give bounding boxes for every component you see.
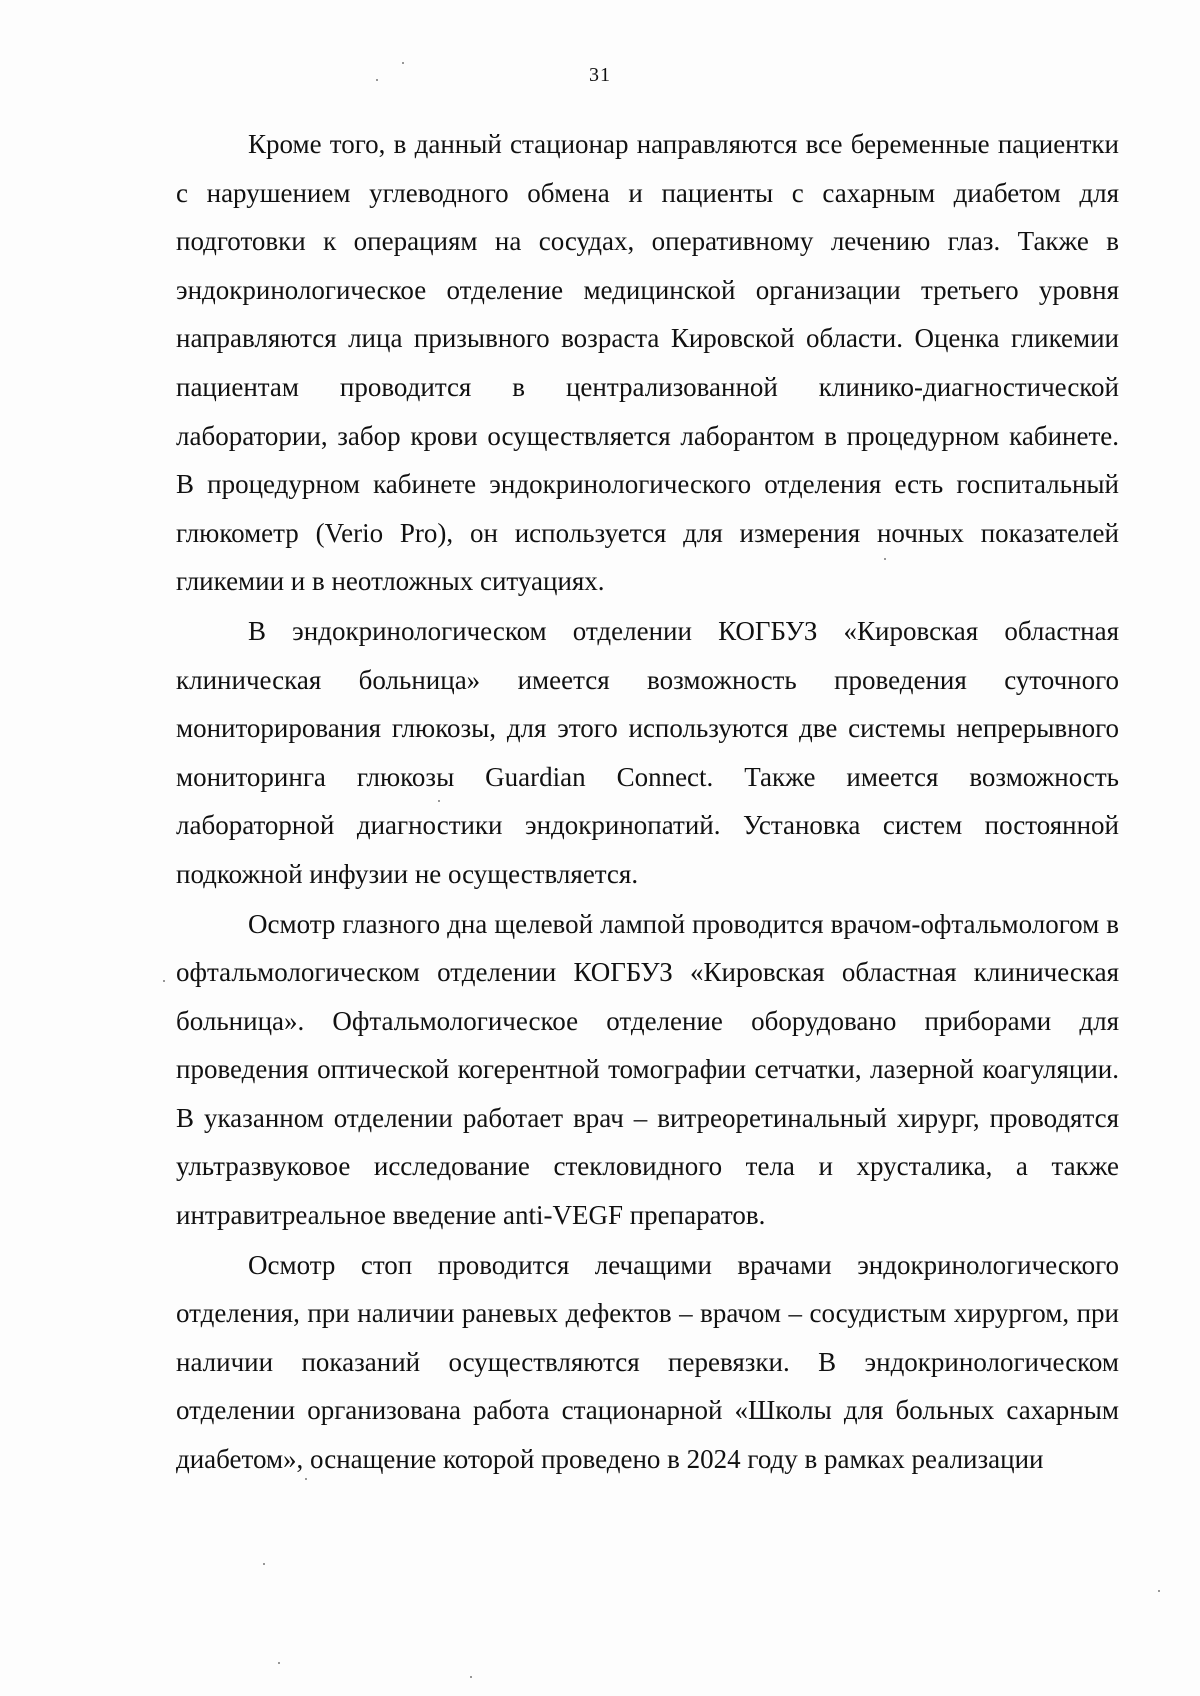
page-number: 31 <box>589 64 611 86</box>
scan-speck <box>438 800 440 802</box>
scan-speck <box>470 1676 472 1678</box>
scan-speck <box>163 980 165 982</box>
scan-speck <box>1158 1590 1160 1592</box>
scan-speck <box>376 79 378 81</box>
body-text <box>176 120 1119 1484</box>
paragraph-hospital-routing: Кроме того, в данный стационар направляются все беременные пациентки с нарушением углеводного обмена и пациенты с сахарным диабетом для подготовки к операциям на сосудах, оперативному лечению глаз. Также в эндокринологическое отделение медицинской организации третьего уровня направляются лица призывного возраста Кировской области. Оценка гликемии пациентам проводится в централизованной клинико-диагностической лаборатории, забор крови осуществляется лаборантом в процедурном кабинете. В процедурном кабинете эндокринологического отделения есть госпитальный глюкометр (Verio Pro), он используется для измерения ночных показателей гликемии и в неотложных ситуациях. <box>176 129 1119 597</box>
scan-speck <box>263 1563 265 1565</box>
paragraph-ophthalmology: Осмотр глазного дна щелевой лампой проводится врачом-офтальмологом в офтальмологическом отделении КОГБУЗ «Кировская областная клиническая больница». Офтальмологическое отделение оборудовано приборами для проведения оптической когерентной томографии сетчатки, лазерной коагуляции. В указанном отделении работает врач – витреоретинальный хирург, проводятся ультразвуковое исследование стекловидного тела и хрусталика, а также интравитреальное введение anti-VEGF препаратов. <box>176 908 1119 1231</box>
paragraph-glucose-monitoring: В эндокринологическом отделении КОГБУЗ «Кировская областная клиническая больница» имеется возможность проведения суточного мониторирования глюкозы, для этого используются две системы непрерывного мониторинга глюкозы Guardian Connect. Также имеется возможность лабораторной диагностики эндокринопатий. Установка систем постоянной подкожной инфузии не осуществляется. <box>176 615 1119 889</box>
scan-speck <box>402 62 404 64</box>
paragraph-foot-exam: Осмотр стоп проводится лечащими врачами эндокринологического отделения, при наличии раневых дефектов – врачом – сосудистым хирургом, при наличии показаний осуществляются перевязки. В эндокринологическом отделении организована работа стационарной «Школы для больных сахарным диабетом», оснащение которой проведено в 2024 году в рамках реализации <box>176 1249 1119 1475</box>
scan-speck <box>884 558 886 560</box>
scan-speck <box>305 1478 307 1480</box>
scan-speck <box>278 1662 280 1664</box>
